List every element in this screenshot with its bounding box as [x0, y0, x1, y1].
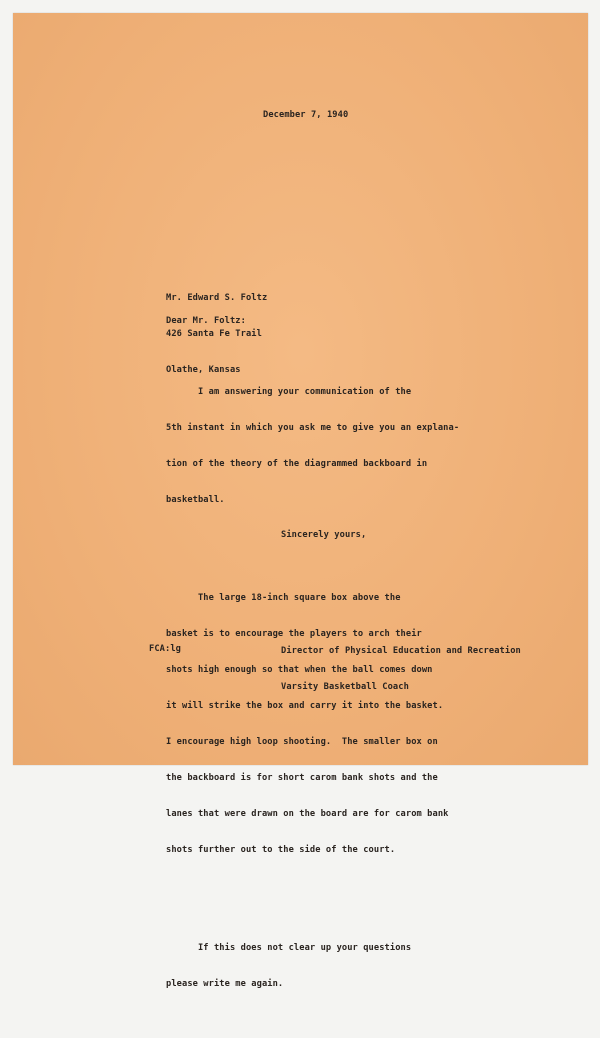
letter-date: December 7, 1940 [263, 110, 349, 120]
body-paragraph [166, 568, 586, 880]
reference-initials: FCA:lg [149, 644, 181, 654]
body-line: tion of the theory of the diagrammed backboard in [166, 459, 428, 469]
body-line: please write me again. [166, 979, 284, 989]
body-line: basket is to encourage the players to arch their [166, 629, 422, 639]
address-line: Olathe, Kansas [166, 365, 241, 375]
body-line: I encourage high loop shooting. The smaller box on [166, 737, 438, 747]
closing: Sincerely yours, [281, 530, 367, 540]
body-line: I am answering your communication of the [166, 387, 412, 397]
body-line: The large 18-inch square box above the [166, 593, 401, 603]
body-line: the backboard is for short carom bank shots and the [166, 773, 438, 783]
body-line: lanes that were drawn on the board are for carom bank [166, 809, 449, 819]
signature-title: Director of Physical Education and Recreation [281, 646, 521, 656]
signature-block [281, 621, 521, 717]
body-paragraph [166, 918, 586, 1014]
body-line: shots further out to the side of the court. [166, 845, 396, 855]
body-line: 5th instant in which you ask me to give you an explana- [166, 423, 460, 433]
body-line: If this does not clear up your questions [166, 943, 412, 953]
body-line: basketball. [166, 495, 225, 505]
body-paragraph [166, 362, 586, 530]
signature-title: Varsity Basketball Coach [281, 682, 409, 692]
body-line: it will strike the box and carry it into the basket. [166, 701, 444, 711]
body-line: shots high enough so that when the ball comes down [166, 665, 433, 675]
salutation: Dear Mr. Foltz: [166, 316, 246, 326]
address-line: Mr. Edward S. Foltz [166, 293, 268, 303]
address-line: 426 Santa Fe Trail [166, 329, 262, 339]
letter-sheet [13, 13, 588, 989]
